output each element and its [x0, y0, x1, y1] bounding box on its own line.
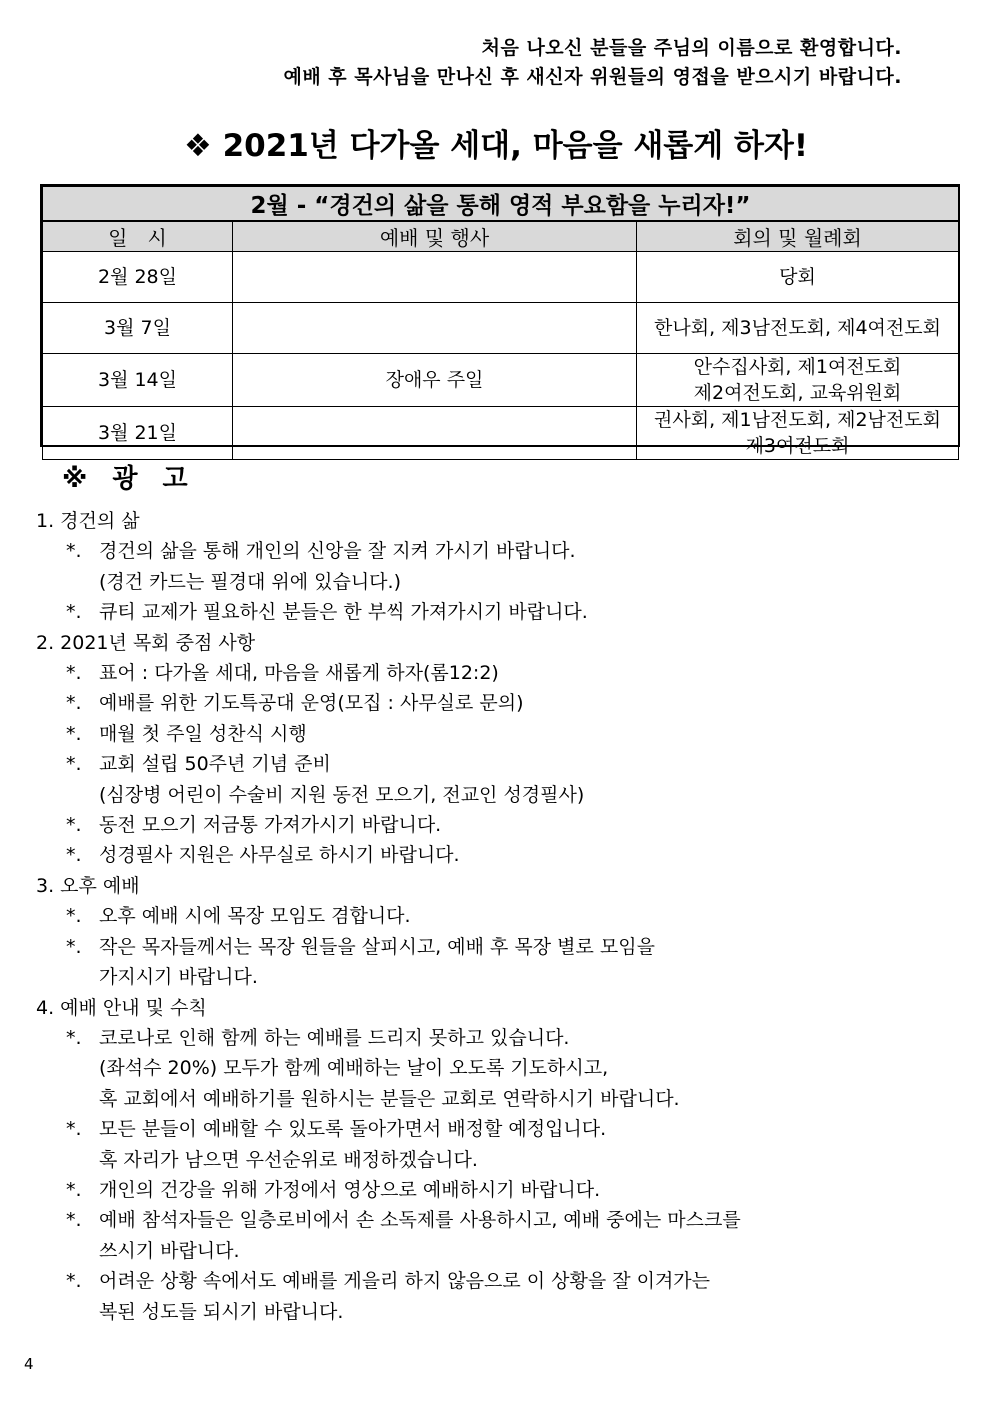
- list-item: [66, 1114, 936, 1175]
- bullet-marker: *.: [66, 662, 82, 685]
- row-date: 3월 21일: [43, 407, 233, 460]
- list-item: [66, 749, 936, 810]
- bullet-marker: *.: [66, 1118, 82, 1141]
- row-meeting: [637, 252, 959, 303]
- page-title: ❖ 2021년 다가올 세대, 마음을 새롭게 하자!: [184, 128, 808, 164]
- item-text: 쓰시기 바랍니다.: [99, 1239, 240, 1262]
- welcome-line-2: 예배 후 목사님을 만나신 후 새신자 위원들의 영접을 받으시기 바랍니다.: [283, 66, 902, 88]
- item-text: 예배를 위한 기도특공대 운영(모집 : 사무실로 문의): [99, 692, 524, 715]
- item-text: 코로나로 인해 함께 하는 예배를 드리지 못하고 있습니다.: [99, 1026, 570, 1049]
- list-item: [66, 1175, 936, 1205]
- meeting-line: 당회: [779, 266, 816, 288]
- item-text: 매월 첫 주일 성찬식 시행: [99, 722, 307, 745]
- list-item: [66, 840, 936, 870]
- list-item: [66, 719, 936, 749]
- list-item: [66, 1266, 936, 1327]
- page-number: 4: [24, 1355, 34, 1373]
- bullet-marker: *.: [66, 1209, 82, 1232]
- header-event: 예배 및 행사: [233, 221, 637, 252]
- row-event: [233, 303, 637, 354]
- list-item: [66, 932, 936, 993]
- bullet-marker: *.: [66, 692, 82, 715]
- item-text: 개인의 건강을 위해 가정에서 영상으로 예배하시기 바랍니다.: [99, 1178, 601, 1201]
- row-meeting: [637, 354, 959, 407]
- announcements-list: [36, 506, 936, 1327]
- table-row: [43, 407, 959, 460]
- list-item: [66, 536, 936, 597]
- item-text: 복된 성도들 되시기 바랍니다.: [99, 1300, 344, 1323]
- row-date: 2월 28일: [43, 252, 233, 303]
- item-text: 가지시기 바랍니다.: [99, 966, 258, 989]
- table-row: [43, 354, 959, 407]
- meeting-line: 한나회, 제3남전도회, 제4여전도회: [654, 317, 941, 339]
- section-heading: 1. 경건의 삶: [36, 510, 140, 532]
- bullet-marker: *.: [66, 1026, 82, 1049]
- table-row: [43, 303, 959, 354]
- meeting-line: 권사회, 제1남전도회, 제2남전도회: [654, 409, 941, 431]
- row-date: 3월 14일: [43, 354, 233, 407]
- meeting-line: 제3여전도회: [745, 435, 850, 457]
- bullet-marker: *.: [66, 935, 82, 958]
- row-event: 장애우 주일: [233, 354, 637, 407]
- bullet-marker: *.: [66, 844, 82, 867]
- item-text: 혹 자리가 남으면 우선순위로 배정하겠습니다.: [99, 1148, 478, 1171]
- meeting-line: 안수집사회, 제1여전도회: [693, 356, 902, 378]
- section-heading: 4. 예배 안내 및 수칙: [36, 996, 207, 1019]
- welcome-message: [283, 34, 902, 92]
- bullet-marker: *.: [66, 1270, 82, 1293]
- item-text: (경건 카드는 필경대 위에 있습니다.): [99, 570, 401, 593]
- item-text: 교회 설립 50주년 기념 준비: [99, 753, 331, 776]
- item-text: 어려운 상황 속에서도 예배를 게을리 하지 않음으로 이 상황을 잘 이겨가는: [99, 1270, 711, 1293]
- item-text: 경건의 삶을 통해 개인의 신앙을 잘 지켜 가시기 바랍니다.: [99, 540, 576, 563]
- welcome-line-1: 처음 나오신 분들을 주님의 이름으로 환영합니다.: [481, 37, 902, 59]
- item-text: 성경필사 지원은 사무실로 하시기 바랍니다.: [99, 844, 460, 867]
- item-text: (심장병 어린이 수술비 지원 동전 모으기, 전교인 성경필사): [99, 783, 585, 806]
- item-text: 오후 예배 시에 목장 모임도 겸합니다.: [99, 905, 411, 928]
- schedule-table: [40, 184, 960, 457]
- section-heading: 2. 2021년 목회 중점 사항: [36, 631, 256, 654]
- item-text: 작은 목자들께서는 목장 원들을 살피시고, 예배 후 목장 별로 모임을: [99, 935, 655, 958]
- bullet-marker: *.: [66, 814, 82, 837]
- header-meeting: 회의 및 월례회: [637, 221, 959, 252]
- announcements-title: ※ 광 고: [62, 464, 196, 494]
- item-text: 예배 참석자들은 일층로비에서 손 소독제를 사용하시고, 예배 중에는 마스크를: [99, 1209, 741, 1232]
- bullet-marker: *.: [66, 722, 82, 745]
- section-heading: 3. 오후 예배: [36, 874, 140, 897]
- bullet-marker: *.: [66, 905, 82, 928]
- bullet-marker: *.: [66, 540, 82, 563]
- item-text: 혹 교회에서 예배하기를 원하시는 분들은 교회로 연락하시기 바랍니다.: [99, 1087, 680, 1110]
- list-item: [66, 901, 936, 931]
- list-item: [66, 1023, 936, 1114]
- row-meeting: [637, 407, 959, 460]
- row-event: [233, 407, 637, 460]
- list-item: [66, 688, 936, 718]
- list-item: [66, 810, 936, 840]
- item-text: (좌석수 20%) 모두가 함께 예배하는 날이 오도록 기도하시고,: [99, 1057, 609, 1080]
- bullet-marker: *.: [66, 601, 82, 624]
- list-item: [66, 597, 936, 627]
- row-event: [233, 252, 637, 303]
- list-item: [66, 1205, 936, 1266]
- row-meeting: [637, 303, 959, 354]
- header-date: 일 시: [43, 221, 233, 252]
- bullet-marker: *.: [66, 753, 82, 776]
- meeting-line: 제2여전도회, 교육위원회: [693, 382, 902, 404]
- item-text: 큐티 교제가 필요하신 분들은 한 부씩 가져가시기 바랍니다.: [99, 601, 588, 624]
- bullet-marker: *.: [66, 1178, 82, 1201]
- item-text: 모든 분들이 예배할 수 있도록 돌아가면서 배정할 예정입니다.: [99, 1118, 607, 1141]
- list-item: [66, 658, 936, 688]
- row-date: 3월 7일: [43, 303, 233, 354]
- item-text: 동전 모으기 저금통 가져가시기 바랍니다.: [99, 814, 442, 837]
- schedule-banner: 2월 - “경건의 삶을 통해 영적 부요함을 누리자!”: [43, 187, 959, 222]
- table-row: [43, 252, 959, 303]
- item-text: 표어 : 다가올 세대, 마음을 새롭게 하자(롬12:2): [99, 662, 499, 685]
